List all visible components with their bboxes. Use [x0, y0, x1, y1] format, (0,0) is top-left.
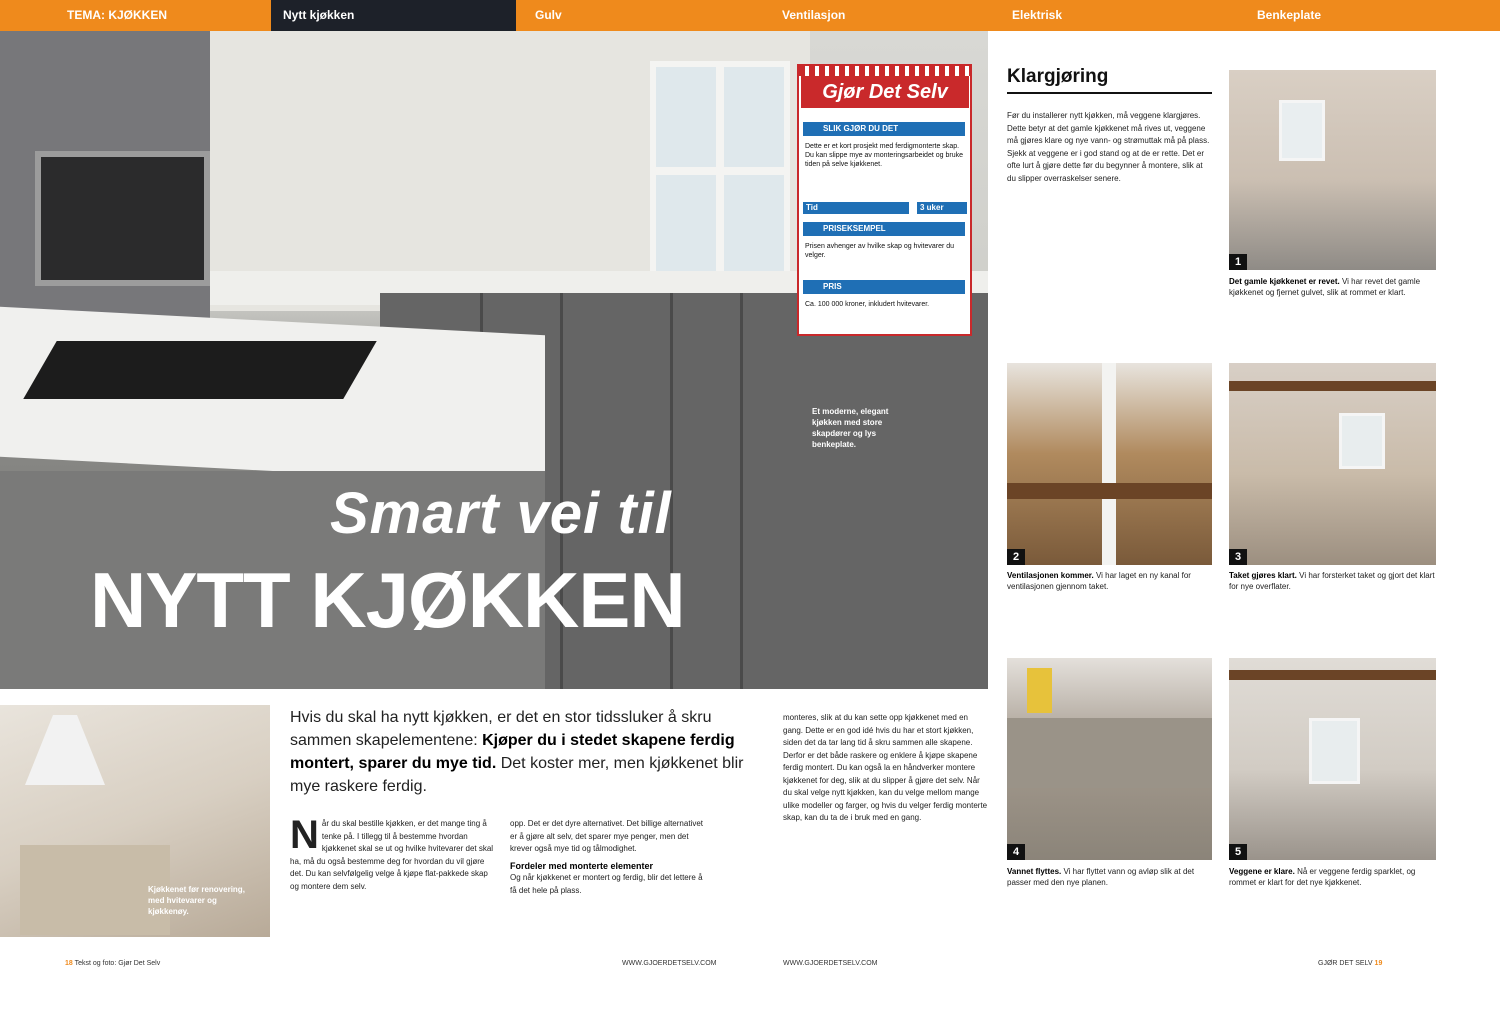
step-number-4: 4	[1007, 844, 1025, 860]
range-hood	[25, 715, 105, 785]
nav-item-gulv[interactable]: Gulv	[535, 8, 562, 22]
body-text-1: år du skal bestille kjøkken, er det mange ting å tenke på. I tillegg til å bestemme hvordan kjøkkenet skal se ut og hvilke hvitevarer det skal ha, må du også bestemme deg for hvordan du vil gjøre det. Du kan selvfølgelig velge å kjøpe flat-pakkede skap og montere dem selv.	[290, 819, 494, 891]
step-caption-5	[1229, 866, 1436, 888]
intro-paragraph	[290, 706, 760, 798]
step-text-2: Vi har laget en ny kanal for ventilasjonen gjennom taket.	[1007, 571, 1191, 591]
nav-item-tema[interactable]: TEMA: KJØKKEN	[67, 8, 168, 22]
step-text-4: Vi har flyttet vann og avløp slik at det passer med den nye planen.	[1007, 867, 1195, 887]
nav-item-nytt-kjokken[interactable]: Nytt kjøkken	[271, 0, 516, 31]
step-title-4: Vannet flyttes.	[1007, 867, 1062, 876]
magazine-name: GJØR DET SELV	[1318, 960, 1373, 967]
section-text: Før du installerer nytt kjøkken, må veggene klargjøres. Dette betyr at det gamle kjøkkenet må rives ut, veggene må gjøres klare og nye vann- og strømuttak må på plass. Sjekk at veggene er i god stand og at de er rette. Det er ofte lurt å gjøre dette før du begynner å montere, slik at du slipper overraskelser senere.	[1007, 111, 1210, 183]
step-caption-2	[1007, 570, 1212, 592]
intro-lead: Hvis du skal ha nytt kjøkken, er det en stor tidssluker å skru sammen skapelementene:	[290, 709, 712, 749]
step-number-1: 1	[1229, 254, 1247, 270]
step-title-5: Veggene er klare.	[1229, 867, 1295, 876]
body-text-2b: Og når kjøkkenet er montert og ferdig, blir det lettere å få det hele på plass.	[510, 873, 703, 895]
gds-info-box	[797, 64, 972, 336]
step-photo-3	[1229, 363, 1436, 565]
folio-url-right[interactable]: WWW.GJOERDETSELV.COM	[783, 960, 878, 967]
page-number-right: 19	[1374, 960, 1383, 967]
folio-left	[65, 960, 160, 967]
gds-stripe	[799, 66, 970, 76]
body-column-3	[783, 712, 988, 825]
section-nav-bar	[0, 0, 1500, 31]
gds-text-price: Ca. 100 000 kroner, inkludert hvitevarer.	[805, 301, 930, 308]
step-photo-4	[1007, 658, 1212, 860]
step-photo-1	[1229, 70, 1436, 270]
inset-caption: Kjøkkenet før renovering, med hvitevarer og kjøkkenøy.	[148, 885, 245, 916]
step-title-3: Taket gjøres klart.	[1229, 571, 1297, 580]
step-title-1: Det gamle kjøkkenet er revet.	[1229, 277, 1340, 286]
drop-cap: N	[290, 813, 319, 857]
folio-right	[1318, 960, 1382, 967]
kitchen-window	[650, 61, 790, 291]
gds-text-how: Dette er et kort prosjekt med ferdigmonterte skap. Du kan slippe mye av monteringsarbeidet og bruke tiden på selve kjøkkenet.	[805, 143, 963, 168]
credit-left: Tekst og foto: Gjør Det Selv	[74, 960, 161, 967]
step-number-2: 2	[1007, 549, 1025, 565]
intro-lead-end: Det koster mer, men kjøkkenet blir mye raskere ferdig.	[290, 755, 744, 795]
step-caption-1	[1229, 276, 1436, 298]
folio-url-left[interactable]: WWW.GJOERDETSELV.COM	[622, 960, 717, 967]
induction-hob	[23, 341, 376, 399]
gds-logo: Gjør Det Selv	[801, 76, 969, 108]
headline-line2: NYTT KJØKKEN	[90, 556, 685, 644]
section-title: Klargjøring	[1007, 66, 1212, 94]
step-title-2: Ventilasjonen kommer.	[1007, 571, 1094, 580]
nav-item-ventilasjon[interactable]: Ventilasjon	[782, 8, 846, 22]
step-photo-2	[1007, 363, 1212, 565]
body-text-2: opp. Det er det dyre alternativet. Det billige alternativet er å gjøre alt selv, det sparer mye penger, men det krever også mye tid og tålmodighet.	[510, 819, 703, 853]
step-number-5: 5	[1229, 844, 1247, 860]
step-number-3: 3	[1229, 549, 1247, 565]
step-text-3: Vi har forsterket taket og gjort det klart for nye overflater.	[1229, 571, 1435, 591]
gds-bar-price-example: PRISEKSEMPEL	[803, 222, 965, 236]
intro-lead-bold: Kjøper du i stedet skapene ferdig montert, sparer du mye tid.	[290, 732, 735, 772]
body-column-2	[510, 818, 710, 897]
gds-tag-time-label: Tid	[803, 202, 909, 214]
headline-line1: Smart vei til	[330, 481, 672, 546]
hero-caption: Et moderne, elegant kjøkken med store skapdører og lys benkeplate.	[812, 407, 889, 449]
step-caption-4	[1007, 866, 1212, 888]
body-column-1	[290, 813, 495, 893]
gds-bar-price: PRIS	[803, 280, 965, 294]
body-subhead: Fordeler med monterte elementer	[510, 860, 654, 871]
step-text-1: Vi har revet det gamle kjøkkenet og fjernet gulvet, slik at rommet er klart.	[1229, 277, 1421, 297]
gds-tag-time-value: 3 uker	[917, 202, 967, 214]
gds-text-price-example: Prisen avhenger av hvilke skap og hvitevarer du velger.	[805, 243, 955, 259]
step-caption-3	[1229, 570, 1436, 592]
step-text-5: Nå er veggene ferdig sparklet, og rommet er klart for det nye kjøkkenet.	[1229, 867, 1416, 887]
step-photo-5	[1229, 658, 1436, 860]
body-text-3: monteres, slik at du kan sette opp kjøkkenet med en gang. Dette er en god idé hvis du har et stort kjøkken, siden det da tar lang tid å skru sammen alle skapene. Derfor er det både raskere og enklere å kjøpe skapene ferdig montert. Du kan også la en håndverker montere kjøkkenet for deg, slik at du slipper å gjøre det selv. Når du skal velge nytt kjøkken, kan du velge mellom mange ulike modeller og farger, og hvis du velger ferdig monterte skap, kan du ta de i bruk med en gang.	[783, 713, 988, 822]
nav-item-benkeplate[interactable]: Benkeplate	[1257, 8, 1322, 22]
gds-bar-how: SLIK GJØR DU DET	[803, 122, 965, 136]
oven	[35, 151, 210, 286]
page-number-left: 18	[65, 960, 73, 967]
nav-item-elektrisk[interactable]: Elektrisk	[1012, 8, 1063, 22]
